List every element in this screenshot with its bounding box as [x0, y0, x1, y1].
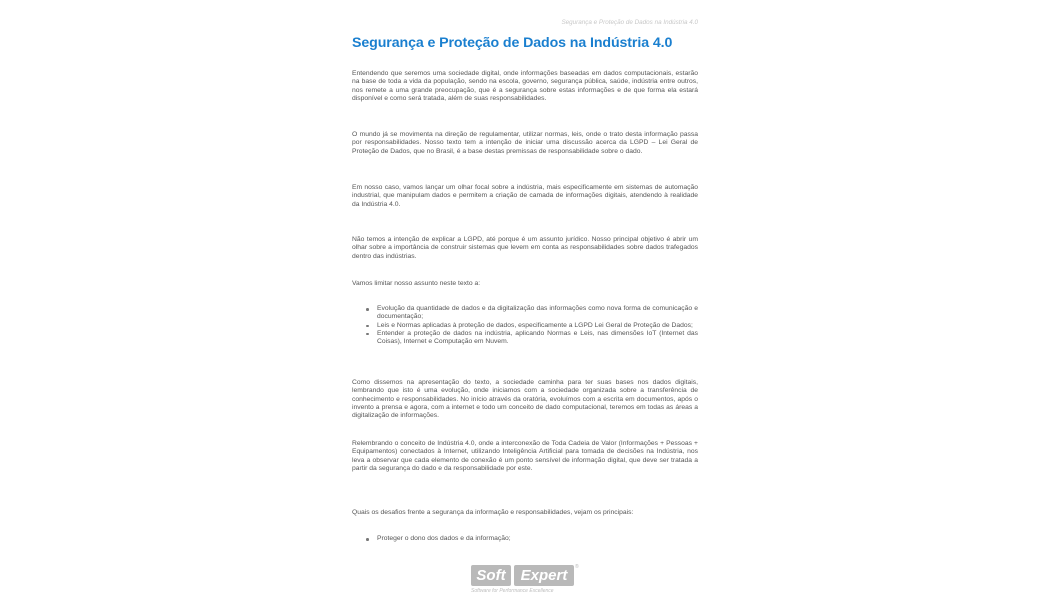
paragraph-evolution: Como dissemos na apresentação do texto, a sociedade caminha para ter suas bases nos dados digitais, lembrando que isto é uma evolução, onde iniciamos com a sociedade organizada sobre a transferência de conhecimento e responsabilidades. No início através da oratória, evoluímos com a escrita em documentos, após o invento a prensa e agora, com a internet e todo um conceito de dado computacional, teremos em todas as áreas a digitalização de informações. — [352, 379, 698, 420]
registered-mark: ® — [575, 564, 579, 570]
document-page — [352, 0, 698, 600]
list-item — [365, 305, 698, 322]
paragraph-focus: Em nosso caso, vamos lançar um olhar focal sobre a indústria, mais especificamente em sistemas de automação industrial, que manipulam dados e permitem a criação de camada de informações digitais, atendendo à realidade da Indústria 4.0. — [352, 184, 698, 208]
logo-word-expert: Expert — [514, 565, 574, 586]
bullet-icon — [366, 333, 369, 336]
list-item-text: Proteger o dono dos dados e da informação; — [377, 535, 511, 542]
list-item — [365, 330, 698, 347]
document-title: Segurança e Proteção de Dados na Indústria 4.0 — [352, 35, 673, 51]
bullet-icon — [366, 325, 369, 328]
paragraph-scope-intro: Vamos limitar nosso assunto neste texto a: — [352, 280, 481, 287]
paragraph-industry-40: Relembrando o conceito de Indústria 4.0, onde a interconexão de Toda Cadeia de Valor (Informações + Pessoas + Equipamentos) conectados à Internet, utilizando Inteligência Artificial para tomada de decisões na Indústria, nos leva a observar que cada elemento de conexão é um ponto sensível de informação digital, que deve ser tratada a partir da segurança do dado e da responsabilidade por este. — [352, 440, 698, 472]
list-item-text: Evolução da quantidade de dados e da digitalização das informações como nova forma de comunicação e documentação; — [377, 305, 698, 321]
list-item — [365, 535, 698, 543]
paragraph-challenges-intro: Quais os desafios frente a segurança da informação e responsabilidades, vejam os principais: — [352, 509, 634, 516]
list-item — [365, 322, 698, 330]
scope-bullet-list — [365, 305, 698, 346]
paragraph-intro: Entendendo que seremos uma sociedade digital, onde informações baseadas em dados computacionais, estarão na base de toda a vida da população, sendo na escola, governo, segurança pública, saúde, indústria entre outros, nos remete a uma grande preocupação, que é a segurança sobre estas informações e de que forma ela estará disponível e como será tratada, além de suas responsabilidades. — [352, 70, 698, 102]
list-item-text: Leis e Normas aplicadas à proteção de dados, especificamente a LGPD Lei Geral de Proteção de Dados; — [377, 321, 693, 329]
paragraph-regulation: O mundo já se movimenta na direção de regulamentar, utilizar normas, leis, onde o trato desta informação passa por responsabilidades. Nosso texto tem a intenção de iniciar uma discussão acerca da LGPD – Lei Geral de Proteção de Dados, que no Brasil, é a base destas premissas de responsabilidade sobre o dado. — [352, 131, 698, 155]
logo-word-soft: Soft — [471, 565, 511, 586]
paragraph-objective: Não temos a intenção de explicar a LGPD, até porque é um assunto jurídico. Nosso principal objetivo é abrir um olhar sobre a importância de construir sistemas que levem em conta as responsabilidades sobre dados trafegados dentro das indústrias. — [352, 236, 698, 260]
bullet-icon — [366, 308, 369, 311]
logo-tagline: Software for Performance Excellence — [471, 588, 554, 594]
challenge-bullet-list — [365, 535, 698, 543]
list-item-text: Entender a proteção de dados na indústria, aplicando Normas e Leis, nas dimensões IoT (Internet das Coisas), Internet e Computação em Nuvem. — [377, 329, 698, 346]
bullet-icon — [366, 538, 369, 541]
softexpert-logo — [468, 565, 583, 595]
running-header: Segurança e Proteção de Dados na Indústria 4.0 — [561, 19, 698, 26]
